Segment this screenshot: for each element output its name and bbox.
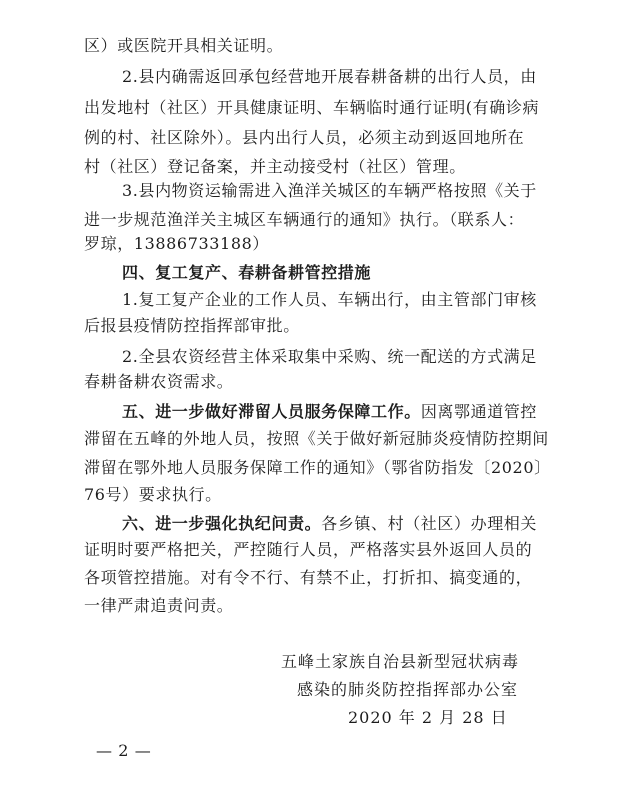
paragraph-line: 罗琼，13886733188） bbox=[84, 234, 269, 253]
paragraph-text: 各乡镇、村（社区）办理相关 bbox=[321, 514, 538, 533]
paragraph-line: 滞留在五峰的外地人员，按照《关于做好新冠肺炎疫情防控期间 bbox=[84, 429, 549, 448]
paragraph-line: 证明时要严格把关，严控随行人员，严格落实县外返回人员的 bbox=[84, 540, 533, 559]
paragraph-line: 春耕备耕农资需求。 bbox=[84, 372, 234, 391]
section-heading: 五、进一步做好滞留人员服务保障工作。 bbox=[122, 402, 421, 421]
paragraph-line: 2.县内确需返回承包经营地开展春耕备耕的出行人员，由 bbox=[122, 67, 537, 86]
signature-org-line-1: 五峰土家族自治县新型冠状病毒 bbox=[281, 652, 520, 671]
paragraph-line bbox=[122, 514, 537, 534]
paragraph-line: 各项管控措施。对有令不行、有禁不止，打折扣、搞变通的， bbox=[84, 568, 533, 587]
signature-date: 2020 年 2 月 28 日 bbox=[348, 708, 508, 727]
section-heading: 六、进一步强化执纪问责。 bbox=[122, 514, 322, 533]
paragraph-line: 一律严肃追责问责。 bbox=[84, 596, 234, 615]
paragraph-text: 因离鄂通道管控 bbox=[420, 402, 538, 421]
paragraph-line: 进一步规范渔洋关主城区车辆通行的通知》执行。（联系人： bbox=[84, 210, 525, 229]
section-heading: 四、复工复产、春耕备耕管控措施 bbox=[122, 263, 372, 282]
paragraph-line: 区）或医院开具相关证明。 bbox=[84, 36, 284, 55]
paragraph-line: 3.县内物资运输需进入渔洋关城区的车辆严格按照《关于 bbox=[122, 181, 537, 200]
paragraph-line: 村（社区）登记备案，并主动接受村（社区）管理。 bbox=[84, 157, 466, 176]
page-number: — 2 — bbox=[96, 741, 152, 760]
paragraph-line: 后报县疫情防控指挥部审批。 bbox=[84, 316, 300, 335]
paragraph-line: 76号）要求执行。 bbox=[84, 485, 222, 504]
signature-org-line-2: 感染的肺炎防控指挥部办公室 bbox=[297, 680, 519, 699]
paragraph-line: 1.复工复产企业的工作人员、车辆出行，由主管部门审核 bbox=[122, 290, 537, 309]
paragraph-line: 2.全县农资经营主体采取集中采购、统一配送的方式满足 bbox=[122, 347, 537, 366]
paragraph-line: 出发地村（社区）开具健康证明、车辆临时通行证明(有确诊病 bbox=[84, 98, 540, 117]
paragraph-line: 例的村、社区除外）。县内出行人员，必须主动到返回地所在 bbox=[84, 128, 525, 147]
paragraph-line: 滞留在鄂外地人员服务保障工作的通知》（鄂省防指发〔2020〕 bbox=[84, 458, 551, 477]
paragraph-line bbox=[122, 402, 537, 422]
